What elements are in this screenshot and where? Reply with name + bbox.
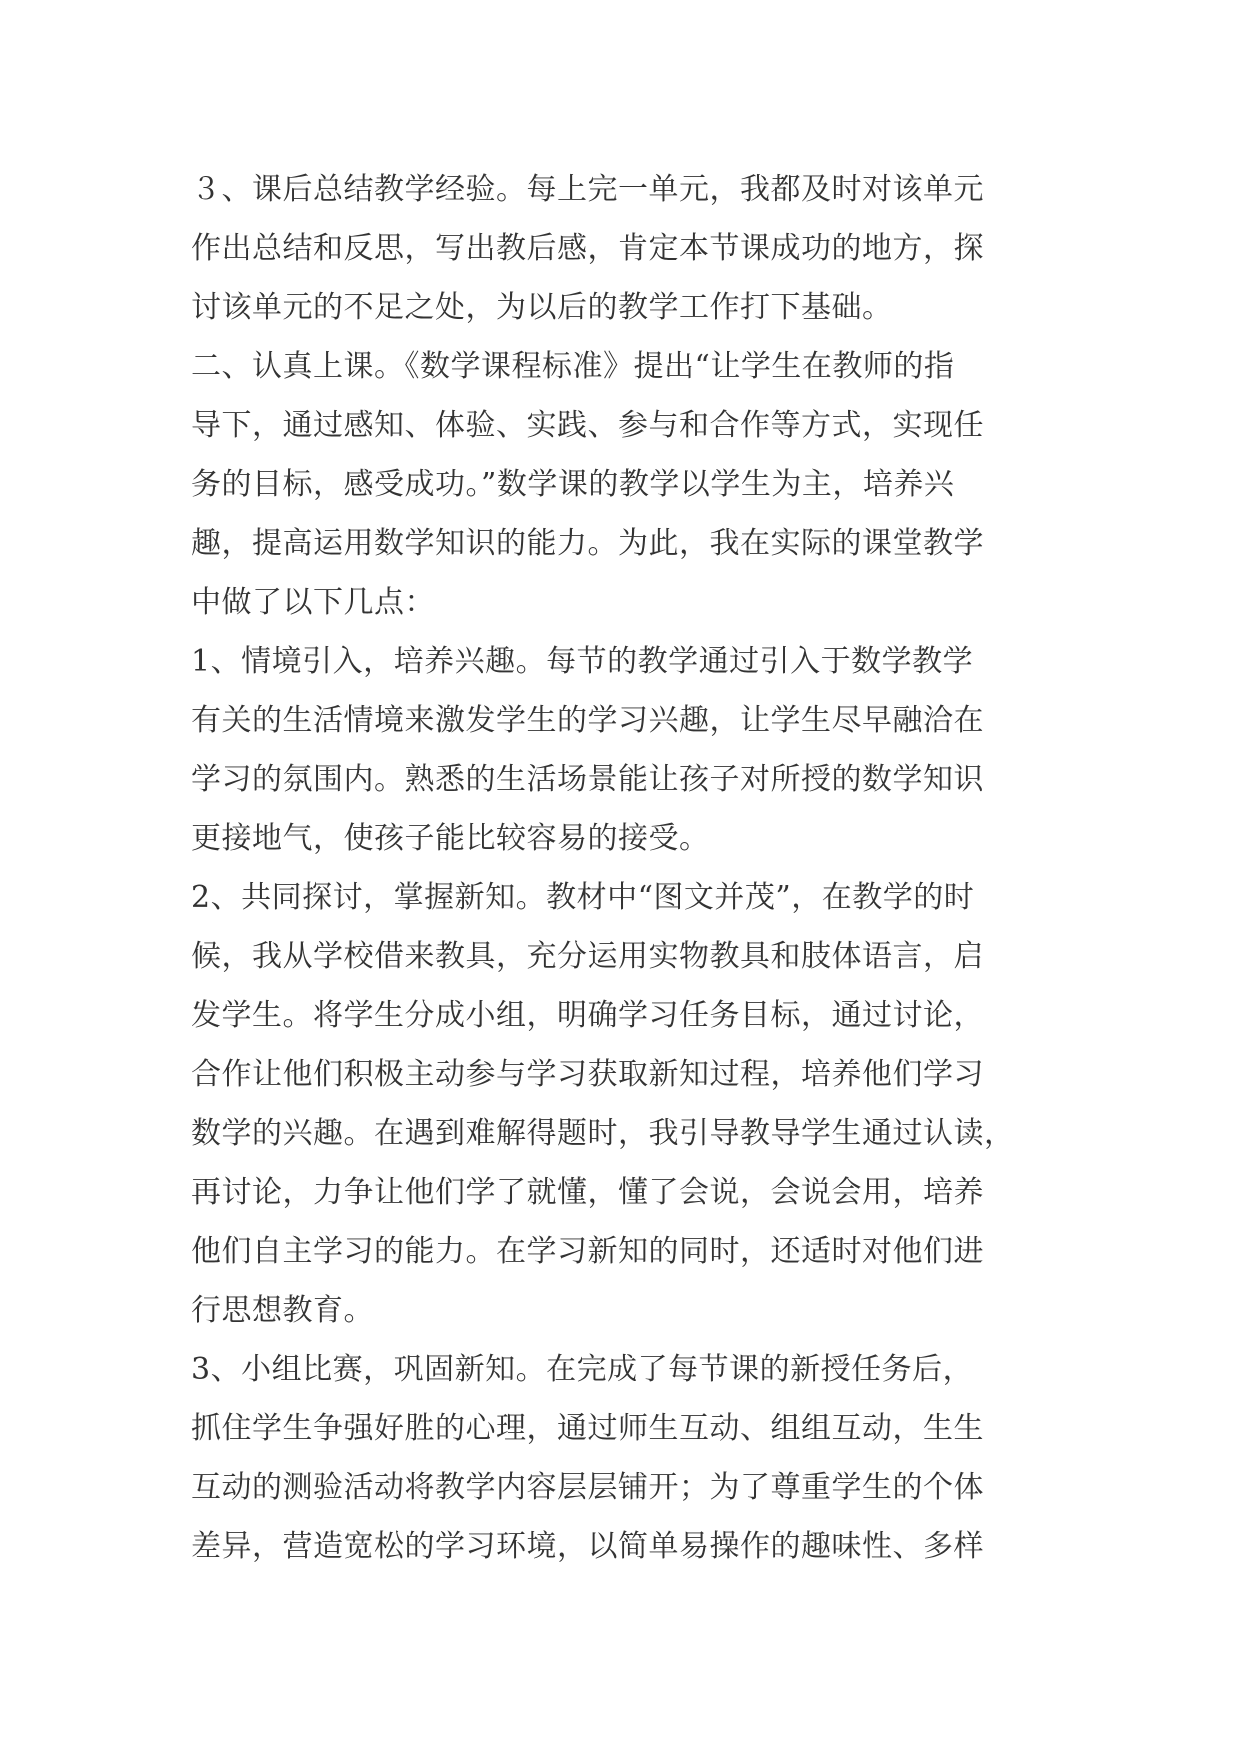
text-line: 务的目标，感受成功。”数学课的教学以学生为主，培养兴	[191, 467, 955, 502]
text-line: 作出总结和反思，写出教后感，肯定本节课成功的地方，探	[191, 231, 984, 266]
text-line: 讨该单元的不足之处，为以后的教学工作打下基础。	[191, 290, 893, 325]
text-line: 互动的测验活动将教学内容层层铺开；为了尊重学生的个体	[191, 1470, 984, 1505]
text-line: 候，我从学校借来教具，充分运用实物教具和肢体语言，启	[191, 939, 984, 974]
text-line: 2、共同探讨，掌握新知。教材中“图文并茂”，在教学的时	[191, 880, 975, 915]
text-line: 趣，提高运用数学知识的能力。为此，我在实际的课堂教学	[191, 526, 984, 561]
text-line: 差异，营造宽松的学习环境，以简单易操作的趣味性、多样	[191, 1529, 984, 1564]
text-line: 有关的生活情境来激发学生的学习兴趣，让学生尽早融洽在	[191, 703, 984, 738]
text-line: 学习的氛围内。熟悉的生活场景能让孩子对所授的数学知识	[191, 762, 984, 797]
text-line: 行思想教育。	[191, 1293, 374, 1328]
document-body	[191, 160, 1061, 1576]
text-line: 数学的兴趣。在遇到难解得题时，我引导教导学生通过认读，	[191, 1116, 1015, 1151]
text-line: 1、情境引入，培养兴趣。每节的教学通过引入于数学教学	[191, 644, 974, 679]
text-line: 发学生。将学生分成小组，明确学习任务目标，通过讨论，	[191, 998, 984, 1033]
text-line: 再讨论，力争让他们学了就懂，懂了会说，会说会用，培养	[191, 1175, 984, 1210]
text-line: 中做了以下几点：	[191, 585, 435, 620]
text-line: 合作让他们积极主动参与学习获取新知过程，培养他们学习	[191, 1057, 984, 1092]
text-line: ３、课后总结教学经验。每上完一单元，我都及时对该单元	[191, 172, 984, 207]
text-line: 导下，通过感知、体验、实践、参与和合作等方式，实现任	[191, 408, 984, 443]
text-line: 3、小组比赛，巩固新知。在完成了每节课的新授任务后，	[191, 1352, 974, 1387]
text-line: 更接地气，使孩子能比较容易的接受。	[191, 821, 710, 856]
text-line: 他们自主学习的能力。在学习新知的同时，还适时对他们进	[191, 1234, 984, 1269]
text-line: 二、认真上课。《数学课程标准》提出“让学生在教师的指	[191, 349, 955, 384]
text-line: 抓住学生争强好胜的心理，通过师生互动、组组互动，生生	[191, 1411, 984, 1446]
